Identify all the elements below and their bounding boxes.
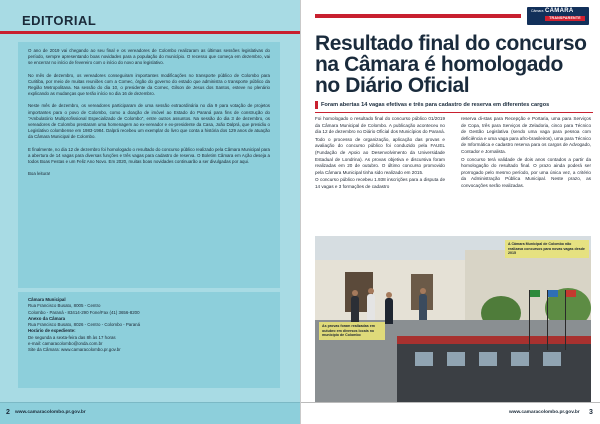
contact-annex-address: Rua Francisco Busato, 8026 - Centro - Colombo - Paraná bbox=[28, 322, 141, 328]
article-paragraph: O concurso terá validade de dois anos contados a partir da homologação do resultado final. O prazo ainda poderá ser prorrogado pelo mesmo período, por uma única vez, a critério da Administração Pública Municipal. Neste prazo, as convocações serão realizadas. bbox=[461, 156, 591, 188]
photo-flagpole bbox=[529, 290, 530, 350]
top-red-bar bbox=[315, 14, 521, 18]
left-footer bbox=[0, 402, 300, 424]
photo-person-head bbox=[368, 288, 374, 294]
photo-window bbox=[415, 352, 433, 366]
photo-person bbox=[367, 294, 375, 320]
logo-bar-text: TRANSPARENTE bbox=[549, 16, 581, 20]
article-column-1 bbox=[315, 116, 445, 192]
photo-caption-top: A Câmara Municipal de Colombo não realizava concursos para novas vagas desde 2015 bbox=[505, 240, 589, 258]
camara-transparente-logo bbox=[527, 7, 589, 25]
photo-flagpole bbox=[565, 290, 566, 350]
right-footer bbox=[301, 402, 600, 424]
editorial-header bbox=[0, 8, 300, 34]
editorial-paragraph: E finalmente, no dia 12 de dezembro foi homologado o resultado do concurso público realizado pela Câmara Municipal para a abertura de 14 vagas para diversas funções e três vagas para cadastro de reserva. O Boletim Câmara em Ação deseja a todos Boas Festas e um Feliz Ano Novo. Em 2020, muitas boas novidades continuarão a ser divulgadas por aqui. bbox=[28, 146, 270, 165]
photo-flagpole bbox=[547, 290, 548, 350]
photo-window bbox=[543, 352, 561, 366]
logo-big-text: CÂMARA bbox=[545, 8, 574, 14]
photo-person bbox=[351, 296, 359, 322]
photo-window bbox=[447, 352, 465, 366]
photo-window bbox=[479, 352, 497, 366]
footer-site-link[interactable]: www.camaracolombo.pr.gov.br bbox=[509, 410, 580, 415]
article-column-2 bbox=[461, 116, 591, 191]
contact-title: Câmara Municipal bbox=[28, 297, 66, 302]
photo-person-head bbox=[420, 288, 426, 294]
article-subhead: Foram abertas 14 vagas efetivas e três para cadastro de reserva em diferentes cargos bbox=[321, 102, 550, 108]
editorial-paragraph: No mês de dezembro, os vereadores conseguiram importantes modificações no transporte público de Colombo para Curitiba, por meio de muitas reuniões com a Comec, órgão do governo do estado que administra o transporte público da Região Metropolitana. Na sessão do dia 10, o presidente da Comec, Gilson de Jesus dos Santos, esteve no plenário explicando as mudanças que terão início no dia 16 de dezembro. bbox=[28, 72, 270, 97]
contact-box bbox=[18, 292, 280, 388]
page-number: 3 bbox=[589, 409, 593, 416]
subhead-marker bbox=[315, 101, 318, 109]
contact-site[interactable]: Site da Câmara: www.camaracolombo.pr.gov.br bbox=[28, 347, 121, 353]
logo-small-text: Câmara bbox=[531, 9, 544, 13]
photo-building-stripe bbox=[397, 336, 591, 344]
contact-address: Rua Francisco Busato, 8005 - Centro bbox=[28, 303, 101, 309]
contact-hours-title: Horário de expediente: bbox=[28, 328, 76, 334]
article-headline: Resultado final do concurso na Câmara é homologado no Diário Oficial bbox=[315, 32, 587, 97]
photo-person bbox=[385, 298, 393, 324]
contact-annex-title: Anexo da Câmara bbox=[28, 315, 66, 321]
contact-phone: Colombo - Paraná - 83414-290 Fone/Fax (41) 3656-8200 bbox=[28, 309, 140, 315]
editorial-paragraph: Neste mês de dezembro, os vereadores participaram de uma sessão extraordinária no dia 9 para votação de projetos importantes para o povo de Colombo, como a doação de imóvel ao Estado do Paraná para fins de construção do "Ambulatório Multiprofissional Especializado de Colombo", entre outros assuntos. Na sessão do dia 3 de dezembro, os vereadores de Colombo prestaram uma homenagem ao ex-vereador e ex-presidente da Casa, João Dalprá, que presidiu o Legislativo colombense em 1983-1984. Dalprá recebeu um exemplar do livro que conta a história dos 129 anos de atuação da Câmara Municipal de Colombo. bbox=[28, 103, 270, 140]
photo-caption-bottom: As provas foram realizadas em outubro em diversos locais no município de Colombo bbox=[319, 322, 385, 340]
article-paragraph: Todo o processo de organização, aplicação das provas e avaliação do concurso público foi conduzido pela FAUEL (Fundação de Apoio ao Desenvolvimento da Universidade Estadual de Londrina). As provas objetiva e discursiva foram realizadas em 20 de outubro. O último concurso promovido pela Câmara Municipal tinha sido realizado em 2015. bbox=[315, 136, 445, 175]
editorial-paragraph: O ano de 2019 vai chegando ao seu final e os vereadores de Colombo realizaram as últimas sessões legislativas do período, sempre apresentando boas novidades para a população do município. O recesso que começa em dezembro, vai se encerrar no início de fevereiro com o início do novo ano legislativo. bbox=[28, 48, 270, 66]
article-paragraph: Foi homologado o resultado final do concurso público 01/2019 da Câmara Municipal de Colombo. A publicação aconteceu no dia 12 de dezembro no Diário Oficial dos Municípios do Paraná. bbox=[315, 116, 445, 135]
editorial-body bbox=[18, 42, 280, 288]
photo-flag bbox=[566, 290, 576, 297]
contact-email[interactable]: e-mail: camaracolombo@onda.com.br bbox=[28, 341, 103, 347]
right-page bbox=[300, 0, 600, 424]
contact-hours: De segunda a sexta-feira das 8h às 17 horas bbox=[28, 334, 116, 340]
subhead-rule bbox=[315, 112, 593, 113]
photo-building bbox=[397, 336, 591, 402]
article-paragraph: reserva di-stas para Recepção e Portaria, uma para Serviços de Copa, três para Serviços de Zeladoria, cinco para Técnico de Gestão Legislativa (sendo uma vaga para pessoa com deficiência e uma vaga para afro-brasileiros), uma para Técnico de Informática e cadastro reserva para os cargos de Advogado, Contador e Jornalista. bbox=[461, 116, 591, 154]
photo-person bbox=[419, 294, 427, 320]
footer-site-link[interactable]: www.camaracolombo.pr.gov.br bbox=[15, 410, 86, 415]
photo-person-head bbox=[352, 290, 358, 296]
photo-flag bbox=[530, 290, 540, 297]
photo-window bbox=[511, 352, 529, 366]
logo-bar bbox=[545, 16, 585, 21]
article-paragraph: O concurso público recebeu 1.938 inscrições para a disputa de 14 vagas e 3 formações de cadastro bbox=[315, 177, 445, 189]
article-photo bbox=[315, 236, 591, 402]
photo-person-head bbox=[386, 292, 392, 298]
photo-flag bbox=[548, 290, 558, 297]
editorial-title: EDITORIAL bbox=[22, 13, 97, 28]
page-number: 2 bbox=[6, 409, 10, 416]
editorial-signoff: Boa leitura! bbox=[28, 171, 51, 177]
